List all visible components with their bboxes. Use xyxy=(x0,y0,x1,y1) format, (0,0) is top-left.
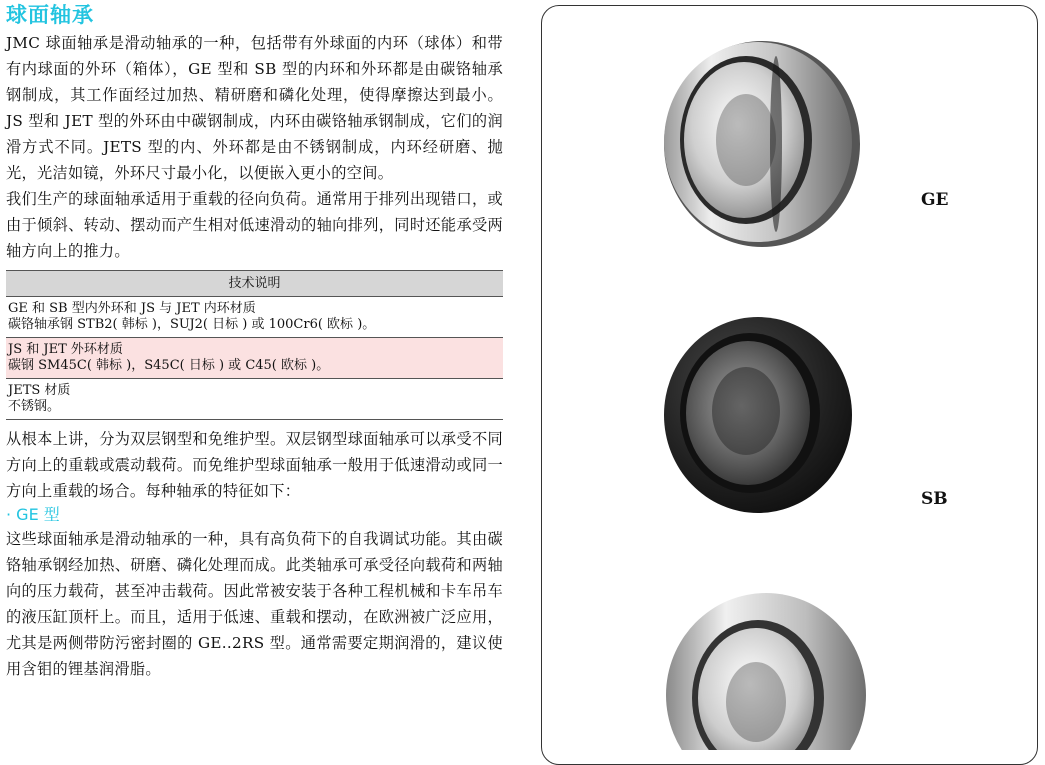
ge-label: GE xyxy=(921,190,949,210)
sb-bearing-image xyxy=(654,311,854,516)
image-panel xyxy=(541,5,1038,765)
sb-label: SB xyxy=(921,489,948,509)
spec-row-text: 碳钢 SM45C( 韩标 )，S45C( 日标 ) 或 C45( 欧标 )。 xyxy=(8,358,330,373)
third-bearing-image xyxy=(654,590,874,750)
ge-bearing-image xyxy=(654,32,864,252)
spec-row-outer-ring xyxy=(6,338,503,379)
types-paragraph: 从根本上讲，分为双层钢型和免维护型。双层钢型球面轴承可以承受不同方向上的重载或震动载荷。而免维护型球面轴承一般用于低速滑动或同一方向上重载的场合。每种轴承的特征如下： xyxy=(6,430,503,500)
spec-table xyxy=(6,270,503,420)
spec-row-title: JETS 材质 xyxy=(8,383,71,398)
ge-heading: · GE 型 xyxy=(6,505,60,524)
spec-row-title: GE 和 SB 型内外环和 JS 与 JET 内环材质 xyxy=(8,301,256,316)
spec-row-inner-ring xyxy=(6,297,503,338)
ge-paragraph: 这些球面轴承是滑动轴承的一种，具有高负荷下的自我调试功能。其由碳铬轴承钢经加热、研磨、磷化处理而成。此类轴承可承受径向载荷和两轴向的压力载荷，甚至冲击载荷。因此常被安装于各种工程机械和卡车吊车的液压缸顶杆上。而且，适用于低速、重载和摆动，在欧洲被广泛应用，尤其是两侧带防污密封圈的 GE..2RS 型。通常需要定期润滑的，建议使用含钼的锂基润滑脂。 xyxy=(6,530,503,678)
spec-row-title: JS 和 JET 外环材质 xyxy=(8,342,123,357)
left-column xyxy=(6,0,503,682)
usage-paragraph: 我们生产的球面轴承适用于重载的径向负荷。通常用于排列出现错口，或由于倾斜、转动、摆动而产生相对低速滑动的轴向排列，同时还能承受两轴方向上的推力。 xyxy=(6,190,503,260)
spec-table-header: 技术说明 xyxy=(6,271,503,297)
spec-row-jets xyxy=(6,379,503,420)
spec-row-text: 碳铬轴承钢 STB2( 韩标 )，SUJ2( 日标 ) 或 100Cr6( 欧标 )。 xyxy=(8,317,376,332)
page-title: 球面轴承 xyxy=(6,3,94,27)
intro-paragraph: JMC 球面轴承是滑动轴承的一种，包括带有外球面的内环（球体）和带有内球面的外环（箱体），GE 型和 SB 型的内环和外环都是由碳铬轴承钢制成，其工作面经过加热、精研磨和磷化处理，使得摩擦达到最小。JS 型和 JET 型的外环由中碳钢制成，内环由碳铬轴承钢制成，它们的润滑方式不同。JETS 型的内、外环都是由不锈钢制成，内环经研磨、抛光，光洁如镜，外环尺寸最小化，以便嵌入更小的空间。 xyxy=(6,34,503,182)
spec-row-text: 不锈钢。 xyxy=(8,399,61,414)
